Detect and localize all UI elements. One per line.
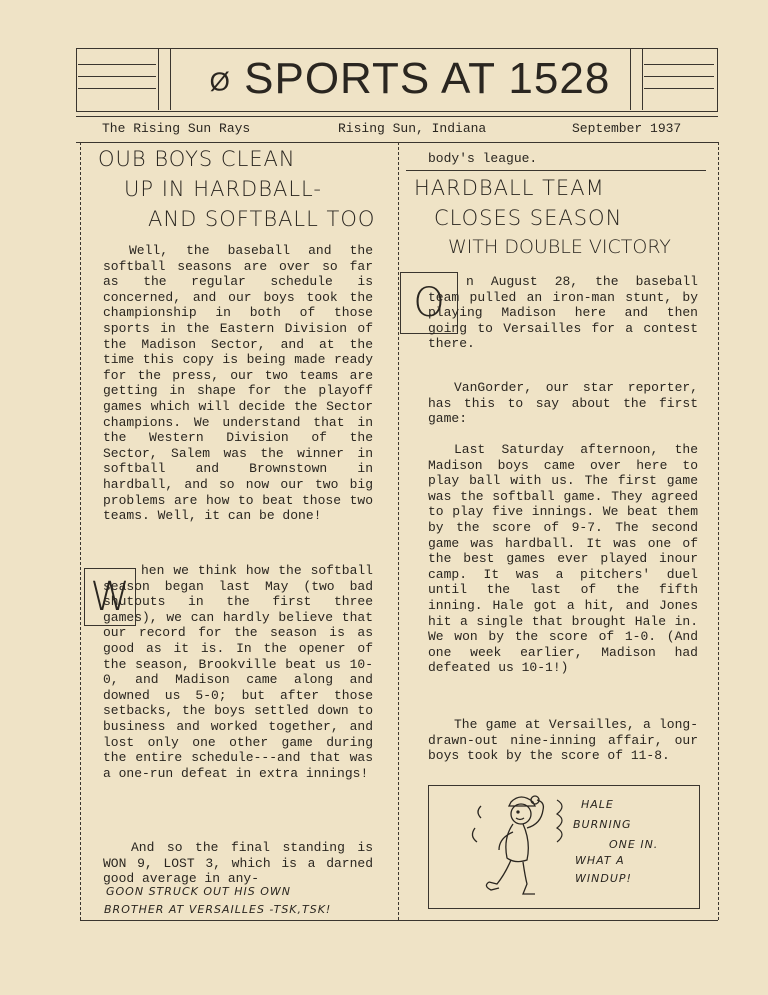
- cartoon-caption-3: ONE IN.: [609, 838, 659, 851]
- left-headline-line3: AND SOFTBALL TOO: [148, 207, 376, 231]
- right-continued: body's league.: [428, 151, 538, 166]
- handwritten-note-line1: GOON STRUCK OUT HIS OWN: [106, 885, 292, 898]
- cartoon-caption-4: WHAT A: [575, 854, 625, 867]
- deco-bar: [644, 76, 714, 77]
- dateline-paper: The Rising Sun Rays: [102, 121, 251, 136]
- right-para3: [428, 442, 698, 676]
- right-headline-line3: WITH DOUBLE VICTORY: [448, 236, 671, 258]
- right-headline-line2: CLOSES SEASON: [434, 206, 623, 230]
- masthead-divider-left: [158, 48, 159, 110]
- deco-bar: [78, 88, 156, 89]
- cartoon-caption-5: WINDUP!: [575, 872, 632, 885]
- right-para2: [428, 380, 698, 427]
- cartoon-frame: [428, 785, 700, 909]
- left-para2-text: hen we think how the softball season began last May (two bad shutouts in the first three games), we can hardly believe that our record for the season is as good as it is. In the opener of the season, Brookville beat us 10-0, and Madison came along and downed us 5-0; but after those setbacks, the boys settled down to business and worked together, and lost only one other game during the entire schedule---and that was a one-run defeat in extra innings!: [103, 563, 373, 781]
- right-para2-text: VanGorder, our star reporter, has this to say about the first game:: [428, 380, 698, 427]
- masthead-divider-right: [630, 48, 631, 110]
- dateline-place: Rising Sun, Indiana: [338, 121, 487, 136]
- dateline-date: September 1937: [572, 121, 682, 136]
- right-para4-text: The game at Versailles, a long-drawn-out nine-inning affair, our boys took by the score of 11-8.: [428, 717, 698, 764]
- right-headline-line1: HARDBALL TEAM: [414, 176, 605, 200]
- deco-bar: [78, 64, 156, 65]
- masthead-title: [190, 50, 630, 108]
- left-para2: [103, 563, 373, 781]
- left-para1: [103, 243, 373, 524]
- left-dropcap: W: [84, 568, 136, 626]
- right-continued-rule: [406, 170, 706, 171]
- deco-bar: [644, 64, 714, 65]
- left-headline-line2: UP IN HARDBALL-: [124, 177, 322, 201]
- left-headline-line1: OUB BOYS CLEAN: [98, 147, 296, 171]
- caption-bracket: [553, 798, 573, 868]
- right-dropcap: O: [400, 272, 458, 334]
- dateline-rule-bottom: [76, 142, 718, 143]
- page-border-bottom: [80, 920, 718, 921]
- right-para1-text: n August 28, the baseball team pulled an iron-man stunt, by playing Madison here and then going to Versailles for a contest there.: [428, 274, 698, 352]
- right-para1: [428, 274, 698, 352]
- deco-bar: [78, 76, 156, 77]
- cartoon-caption-1: HALE: [581, 798, 614, 811]
- left-para1-text: Well, the baseball and the softball seasons are over so far as the regular schedule is concerned, and our boys took the championship in both of those sports in the Eastern Division of the Madison Sector, and at the time this copy is being made ready for the press, our two teams are getting in shape for the playoff games which will decide the Sector champions. We understand that in the Western Division of the Sector, Salem was the winner in softball and Brownstown in hardball, and so now our two big problems are how to beat those two teams. Well, it can be done!: [103, 243, 373, 524]
- right-para4: [428, 717, 698, 764]
- masthead-divider-left2: [170, 48, 171, 110]
- column-divider: [398, 142, 399, 920]
- cartoon-caption-2: BURNING: [573, 818, 632, 831]
- page-border-right: [718, 142, 719, 920]
- deco-bar: [644, 88, 714, 89]
- masthead-text: SPORTS AT 1528: [244, 54, 611, 103]
- handwritten-note-line2: BROTHER AT VERSAILLES -TSK,TSK!: [104, 903, 332, 916]
- page-border-left: [80, 142, 81, 920]
- dateline-rule-top: [76, 116, 718, 117]
- left-para3-text: And so the final standing is WON 9, LOST 3, which is a darned good average in any-: [103, 840, 373, 887]
- masthead-divider-right2: [642, 48, 643, 110]
- left-para3: [103, 840, 373, 887]
- right-para3-text: Last Saturday afternoon, the Madison boys came over here to play ball with us. The first game was the softball game. They agreed to play five innings. We beat them by the score of 9-7. The second game was hardball. It was one of the best games ever played inour camp. It was a pitchers' duel until the last of the fifth inning. Hale got a hit, and Jones hit a single that brought Hale in. We won by the score of 1-0. (And one week earlier, Madison had defeated us 10-1!): [428, 442, 698, 676]
- masthead-mark: Ø: [209, 66, 231, 97]
